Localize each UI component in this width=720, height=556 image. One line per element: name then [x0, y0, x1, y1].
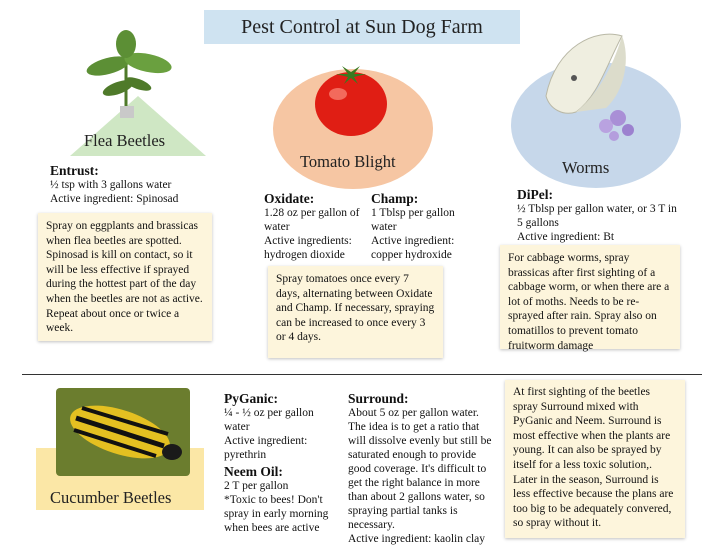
tomato-fruit-icon	[315, 72, 387, 136]
seedling-leaf-icon	[123, 75, 153, 94]
entrust-heading: Entrust:	[50, 163, 99, 178]
flea-beetles-note-text: Spray on eggplants and brassicas when flea beetles are spotted. Spinosad is kill on contact, so it will be less effective if sprayed during the hottest part of the day when the beetles are not as active. Repeat about once or twice a week.	[46, 220, 203, 335]
dipel-dose: ½ Tblsp per gallon water, or 3 T in 5 gallons	[517, 203, 677, 229]
worms-note-text: For cabbage worms, spray brassicas after first sighting of a cabbage worm, or when there are a lot of moths. Needs to be re-sprayed after rain. Spray also on tomatillos to prevent tomato fruitworm damage	[508, 252, 670, 352]
surround-dose: About 5 oz per gallon water. The idea is to get a ratio that will dissolve evenly but still be saturated enough to provide good coverage. It's difficult to get the right balance in more than about 2 gallons water, so spraying partial tanks is necessary.	[348, 407, 492, 531]
dipel-block	[517, 187, 677, 244]
pyganic-block	[224, 391, 332, 535]
neem-oil-dose: 2 T per gallon	[224, 480, 289, 492]
tomato-blight-note	[268, 266, 443, 358]
cucumber-beetle-image	[56, 388, 190, 476]
page-title	[204, 10, 520, 44]
worms-label: Worms	[562, 158, 610, 177]
tomato-image	[308, 60, 394, 140]
dipel-ingredient: Active ingredient: Bt	[517, 231, 615, 243]
dipel-heading: DiPel:	[517, 187, 553, 202]
flower-icon	[609, 131, 619, 141]
champ-block	[371, 191, 467, 262]
surround-heading: Surround:	[348, 391, 409, 406]
champ-ingredient: Active ingredient: copper hydroxide	[371, 235, 455, 261]
entrust-block	[50, 163, 225, 206]
cucumber-beetles-label: Cucumber Beetles	[50, 488, 172, 507]
tomato-blight-label: Tomato Blight	[300, 152, 396, 171]
pyganic-ingredient: Active ingredient: pyrethrin	[224, 435, 308, 461]
cucumber-beetles-note-text: At first sighting of the beetles spray Surround mixed with PyGanic and Neem. Surround is most effective when the plants are young. It can also be sprayed by itself for a less toxic solution,. Later in the season, Surround is less effective because the plans are too big to be adequately convered, so spray without it.	[513, 386, 674, 530]
butterfly-spot-icon	[571, 75, 577, 81]
pyganic-heading: PyGanic:	[224, 391, 278, 406]
seedling-leaf-icon	[116, 30, 136, 58]
flea-beetles-note	[38, 213, 212, 341]
champ-heading: Champ:	[371, 191, 419, 206]
flea-beetles-label: Flea Beetles	[84, 131, 166, 150]
tomato-blight-note-text: Spray tomatoes once every 7 days, alternating between Oxidate and Champ. If necessary, spraying can be increased to once every 3 or 4 days.	[276, 273, 435, 344]
flower-icon	[622, 124, 634, 136]
neem-oil-warning: *Toxic to bees! Don't spray in early morning when bees are active	[224, 494, 329, 534]
seedling-pot-icon	[120, 106, 134, 118]
surround-block	[348, 391, 494, 546]
worms-note	[500, 245, 680, 352]
neem-oil-heading: Neem Oil:	[224, 464, 283, 479]
oxidate-block	[264, 191, 364, 262]
oxidate-heading: Oxidate:	[264, 191, 315, 206]
pyganic-dose: ¼ - ½ oz per gallon water	[224, 407, 314, 433]
oxidate-dose: 1.28 oz per gallon of water	[264, 207, 360, 233]
entrust-dose: ½ tsp with 3 gallons water	[50, 179, 172, 191]
entrust-ingredient: Active ingredient: Spinosad	[50, 193, 179, 205]
page-title-text: Pest Control at Sun Dog Farm	[241, 15, 483, 38]
oxidate-ingredient: Active ingredients: hydrogen dioxide	[264, 235, 352, 261]
cucumber-beetles-note	[505, 380, 685, 538]
butterfly-image	[536, 26, 656, 146]
tomato-highlight-icon	[329, 88, 347, 100]
beetle-head-icon	[162, 444, 182, 460]
flower-icon	[599, 119, 613, 133]
surround-ingredient: Active ingredient: kaolin clay	[348, 533, 485, 545]
champ-dose: 1 Tblsp per gallon water	[371, 207, 455, 233]
section-divider	[22, 374, 702, 375]
